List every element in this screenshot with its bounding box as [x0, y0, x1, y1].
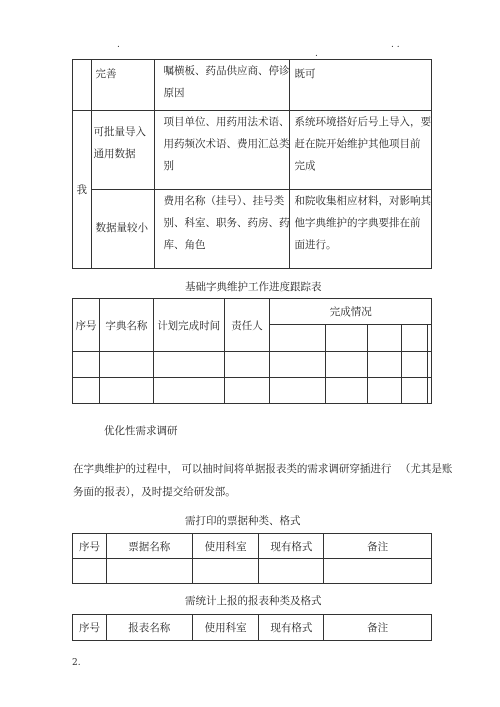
table-cell — [224, 352, 270, 378]
table-cell — [326, 378, 368, 404]
section-paragraph-line2: 务面的报表），及时提交给研发部。 — [73, 486, 236, 498]
header-plan-time: 计划完成时间 — [153, 299, 224, 352]
row2-note-line2: 赶在院开始维护其他项目前 — [294, 138, 421, 150]
row2-note-line1: 系统环境搭好后号上导入，要 — [294, 116, 431, 128]
table-row — [73, 378, 432, 404]
side-label: 我 — [76, 184, 87, 196]
table-row — [73, 352, 432, 378]
table-cell — [326, 352, 368, 378]
status-subcell — [270, 325, 326, 352]
row3-category: 数据量较小 — [95, 222, 148, 234]
header-seq: 序号 — [73, 615, 107, 641]
reports-table — [72, 614, 432, 641]
top-mark-2: . . — [391, 40, 400, 50]
row2-category-line1: 可批量导入 — [93, 126, 146, 138]
table-cell — [259, 559, 324, 584]
row3-note-line3: 面进行。 — [294, 239, 337, 251]
table-cell — [99, 378, 153, 404]
reports-table-caption: 需统计上报的报表种类及格式 — [185, 595, 322, 607]
table-cell — [368, 378, 402, 404]
row3-note-line1: 和院收集相应材料，对影响其 — [294, 195, 431, 207]
side-cell-top — [73, 60, 92, 111]
table-cell — [192, 559, 259, 584]
header-department: 使用科室 — [192, 534, 259, 559]
header-department: 使用科室 — [192, 615, 259, 641]
table-cell — [270, 352, 326, 378]
header-receipt-name: 票据名称 — [106, 534, 192, 559]
table-header-row — [73, 534, 432, 559]
table-header-row — [73, 615, 432, 641]
progress-table-caption: 基础字典维护工作进度跟踪表 — [185, 281, 322, 293]
row1-note: 既可 — [294, 68, 316, 80]
table-cell — [153, 378, 224, 404]
table-cell — [324, 559, 432, 584]
row1-items-line2: 原因 — [163, 87, 185, 99]
header-seq: 序号 — [73, 299, 100, 352]
header-owner: 责任人 — [224, 299, 270, 352]
row1-category: 完善 — [95, 68, 117, 80]
table-cell — [224, 378, 270, 404]
table-cell — [73, 559, 107, 584]
row2-note-line3: 完成 — [294, 160, 316, 172]
header-seq: 序号 — [73, 534, 107, 559]
row3-items-line2: 别、科室、职务、药房、药 — [163, 217, 290, 229]
section-paragraph-line1: 在字典维护的过程中， 可以抽时间将单据报表类的需求调研穿插进行 （尤其是账 — [73, 463, 453, 475]
status-subcell — [368, 325, 402, 352]
status-subcell — [427, 325, 431, 352]
row2-items-line1: 项目单位、用药用法术语、 — [163, 116, 290, 128]
header-current-format: 现有格式 — [259, 534, 324, 559]
table-cell — [402, 352, 428, 378]
side-cell — [73, 111, 92, 269]
table-row — [73, 60, 432, 111]
header-status: 完成情况 — [270, 299, 432, 325]
table-row — [73, 559, 432, 584]
header-report-name: 报表名称 — [106, 615, 192, 641]
top-mark-3: . — [315, 49, 318, 59]
table-cell — [99, 352, 153, 378]
header-current-format: 现有格式 — [259, 615, 324, 641]
row2-items-line2: 用药频次术语、费用汇总类 — [163, 138, 290, 150]
table-cell — [427, 352, 431, 378]
table-cell — [368, 352, 402, 378]
row2-category-line2: 通用数据 — [93, 148, 136, 160]
requirements-table — [72, 59, 432, 269]
header-remarks: 备注 — [324, 615, 432, 641]
footer-mark: 2. — [72, 658, 81, 668]
table-row — [73, 111, 432, 190]
progress-table — [72, 298, 432, 404]
row3-items-line3: 库、角色 — [163, 239, 206, 251]
receipts-table — [72, 533, 432, 584]
receipts-table-caption: 需打印的票据种类、格式 — [185, 515, 301, 527]
top-mark-1: . — [117, 40, 120, 50]
row2-items-line3: 别 — [163, 160, 174, 172]
status-subcell — [326, 325, 368, 352]
table-cell — [73, 378, 100, 404]
row3-note-line2: 他字典维护的字典要排在前 — [294, 217, 421, 229]
row3-items-line1: 费用名称（挂号）、挂号类 — [163, 195, 285, 207]
table-cell — [402, 378, 428, 404]
section-heading: 优化性需求调研 — [104, 425, 178, 437]
header-remarks: 备注 — [324, 534, 432, 559]
table-cell — [153, 352, 224, 378]
status-subcell — [402, 325, 428, 352]
table-header-row — [73, 299, 432, 325]
table-cell — [270, 378, 326, 404]
table-cell — [427, 378, 431, 404]
header-dict-name: 字典名称 — [99, 299, 153, 352]
table-cell — [73, 352, 100, 378]
table-cell — [106, 559, 192, 584]
table-row — [73, 190, 432, 269]
row1-items-line1: 嘱横板、药品供应商、停诊 — [163, 65, 290, 77]
